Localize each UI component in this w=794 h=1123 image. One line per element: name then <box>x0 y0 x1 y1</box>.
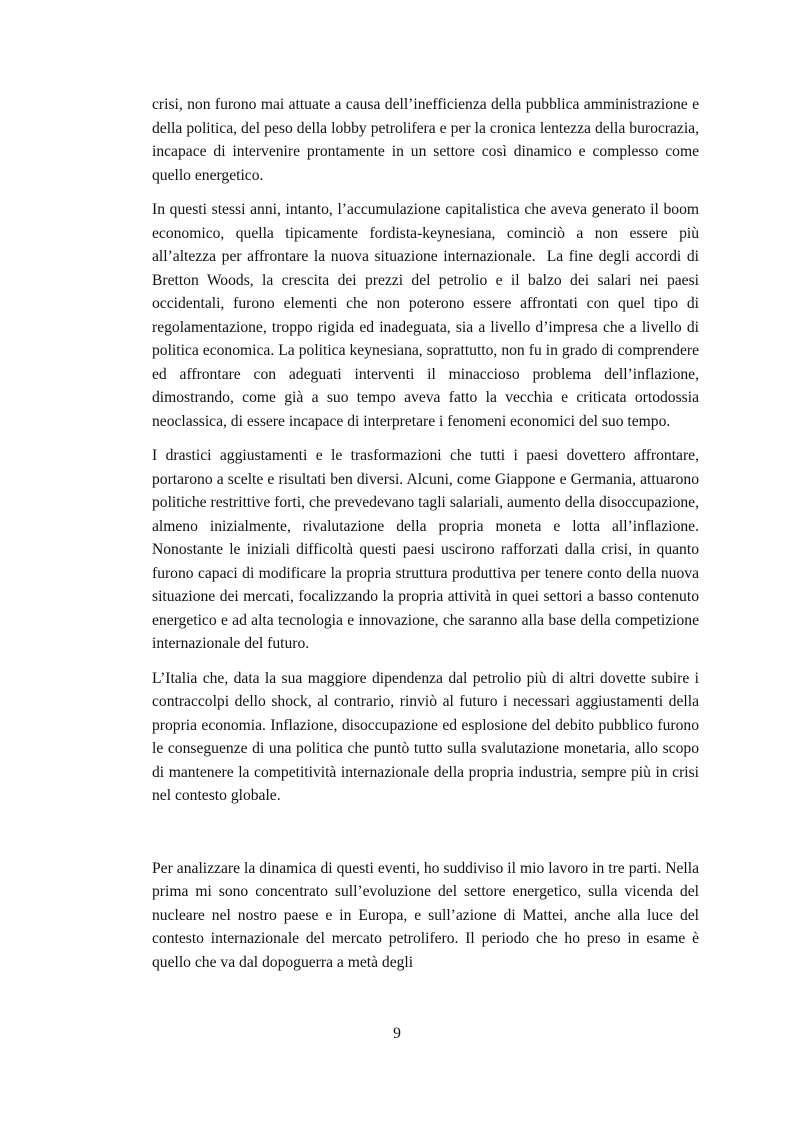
paragraph-country-adjustments: I drastici aggiustamenti e le trasformazioni che tutti i paesi dovettero affrontare, portarono a scelte e risultati ben diversi. Alcuni, come Giappone e Germania, attuarono politiche restrittive forti, che prevedevano tagli salariali, aumento della disoccupazione, almeno inizialmente, rivalutazione della propria moneta e lotta all’inflazione. Nonostante le iniziali difficoltà questi paesi uscirono rafforzati dalla crisi, in quanto furono capaci di modificare la propria struttura produttiva per tenere conto della nuova situazione dei mercati, focalizzando la propria attività in quei settori a basso contenuto energetico e ad alta tecnologia e innovazione, che saranno alla base della competizione internazionale del futuro. <box>152 447 699 652</box>
paragraph-keynesian-accumulation: In questi stessi anni, intanto, l’accumulazione capitalistica che aveva generato il boom economico, quella tipicamente fordista-keynesiana, cominciò a non essere più all’altezza per affrontare la nuova situazione internazionale. La fine degli accordi di Bretton Woods, la crescita dei prezzi del petrolio e il balzo dei salari nei paesi occidentali, furono elementi che non poterono essere affrontati con quel tipo di regolamentazione, troppo rigida ed inadeguata, sia a livello d’impresa che a livello di politica economica. La politica keynesiana, soprattutto, non fu in grado di comprendere ed affrontare con adeguati interventi il minaccioso problema dell’inflazione, dimostrando, come già a suo tempo aveva fatto la vecchia e criticata ortodossia neoclassica, di essere incapace di interpretare i fenomeni economici del suo tempo. <box>152 201 699 430</box>
paragraph-italy-response: L’Italia che, data la sua maggiore dipendenza dal petrolio più di altri dovette subire i contraccolpi dello shock, al contrario, rinviò al futuro i necessari aggiustamenti della propria economia. Inflazione, disoccupazione ed esplosione del debito pubblico furono le conseguenze di una politica che puntò tutto sulla svalutazione monetaria, allo scopo di mantenere la competitività internazionale della propria industria, sempre più in crisi nel contesto globale. <box>152 669 699 804</box>
paragraph-crisis-conclusion: crisi, non furono mai attuate a causa dell’inefficienza della pubblica amministrazione e della politica, del peso della lobby petrolifera e per la cronica lentezza della burocrazia, incapace di intervenire prontamente in un settore così dinamico e complesso come quello energetico. <box>152 96 699 184</box>
page-body <box>152 93 699 974</box>
paragraph-work-structure: Per analizzare la dinamica di questi eventi, ho suddiviso il mio lavoro in tre parti. Nella prima mi sono concentrato sull’evoluzione del settore energetico, sulla vicenda del nucleare nel nostro paese e in Europa, e sull’azione di Mattei, anche alla luce del contesto internazionale del mercato petrolifero. Il periodo che ho preso in esame è quello che va dal dopoguerra a metà degli <box>152 859 699 971</box>
page-number: 9 <box>393 1025 401 1042</box>
